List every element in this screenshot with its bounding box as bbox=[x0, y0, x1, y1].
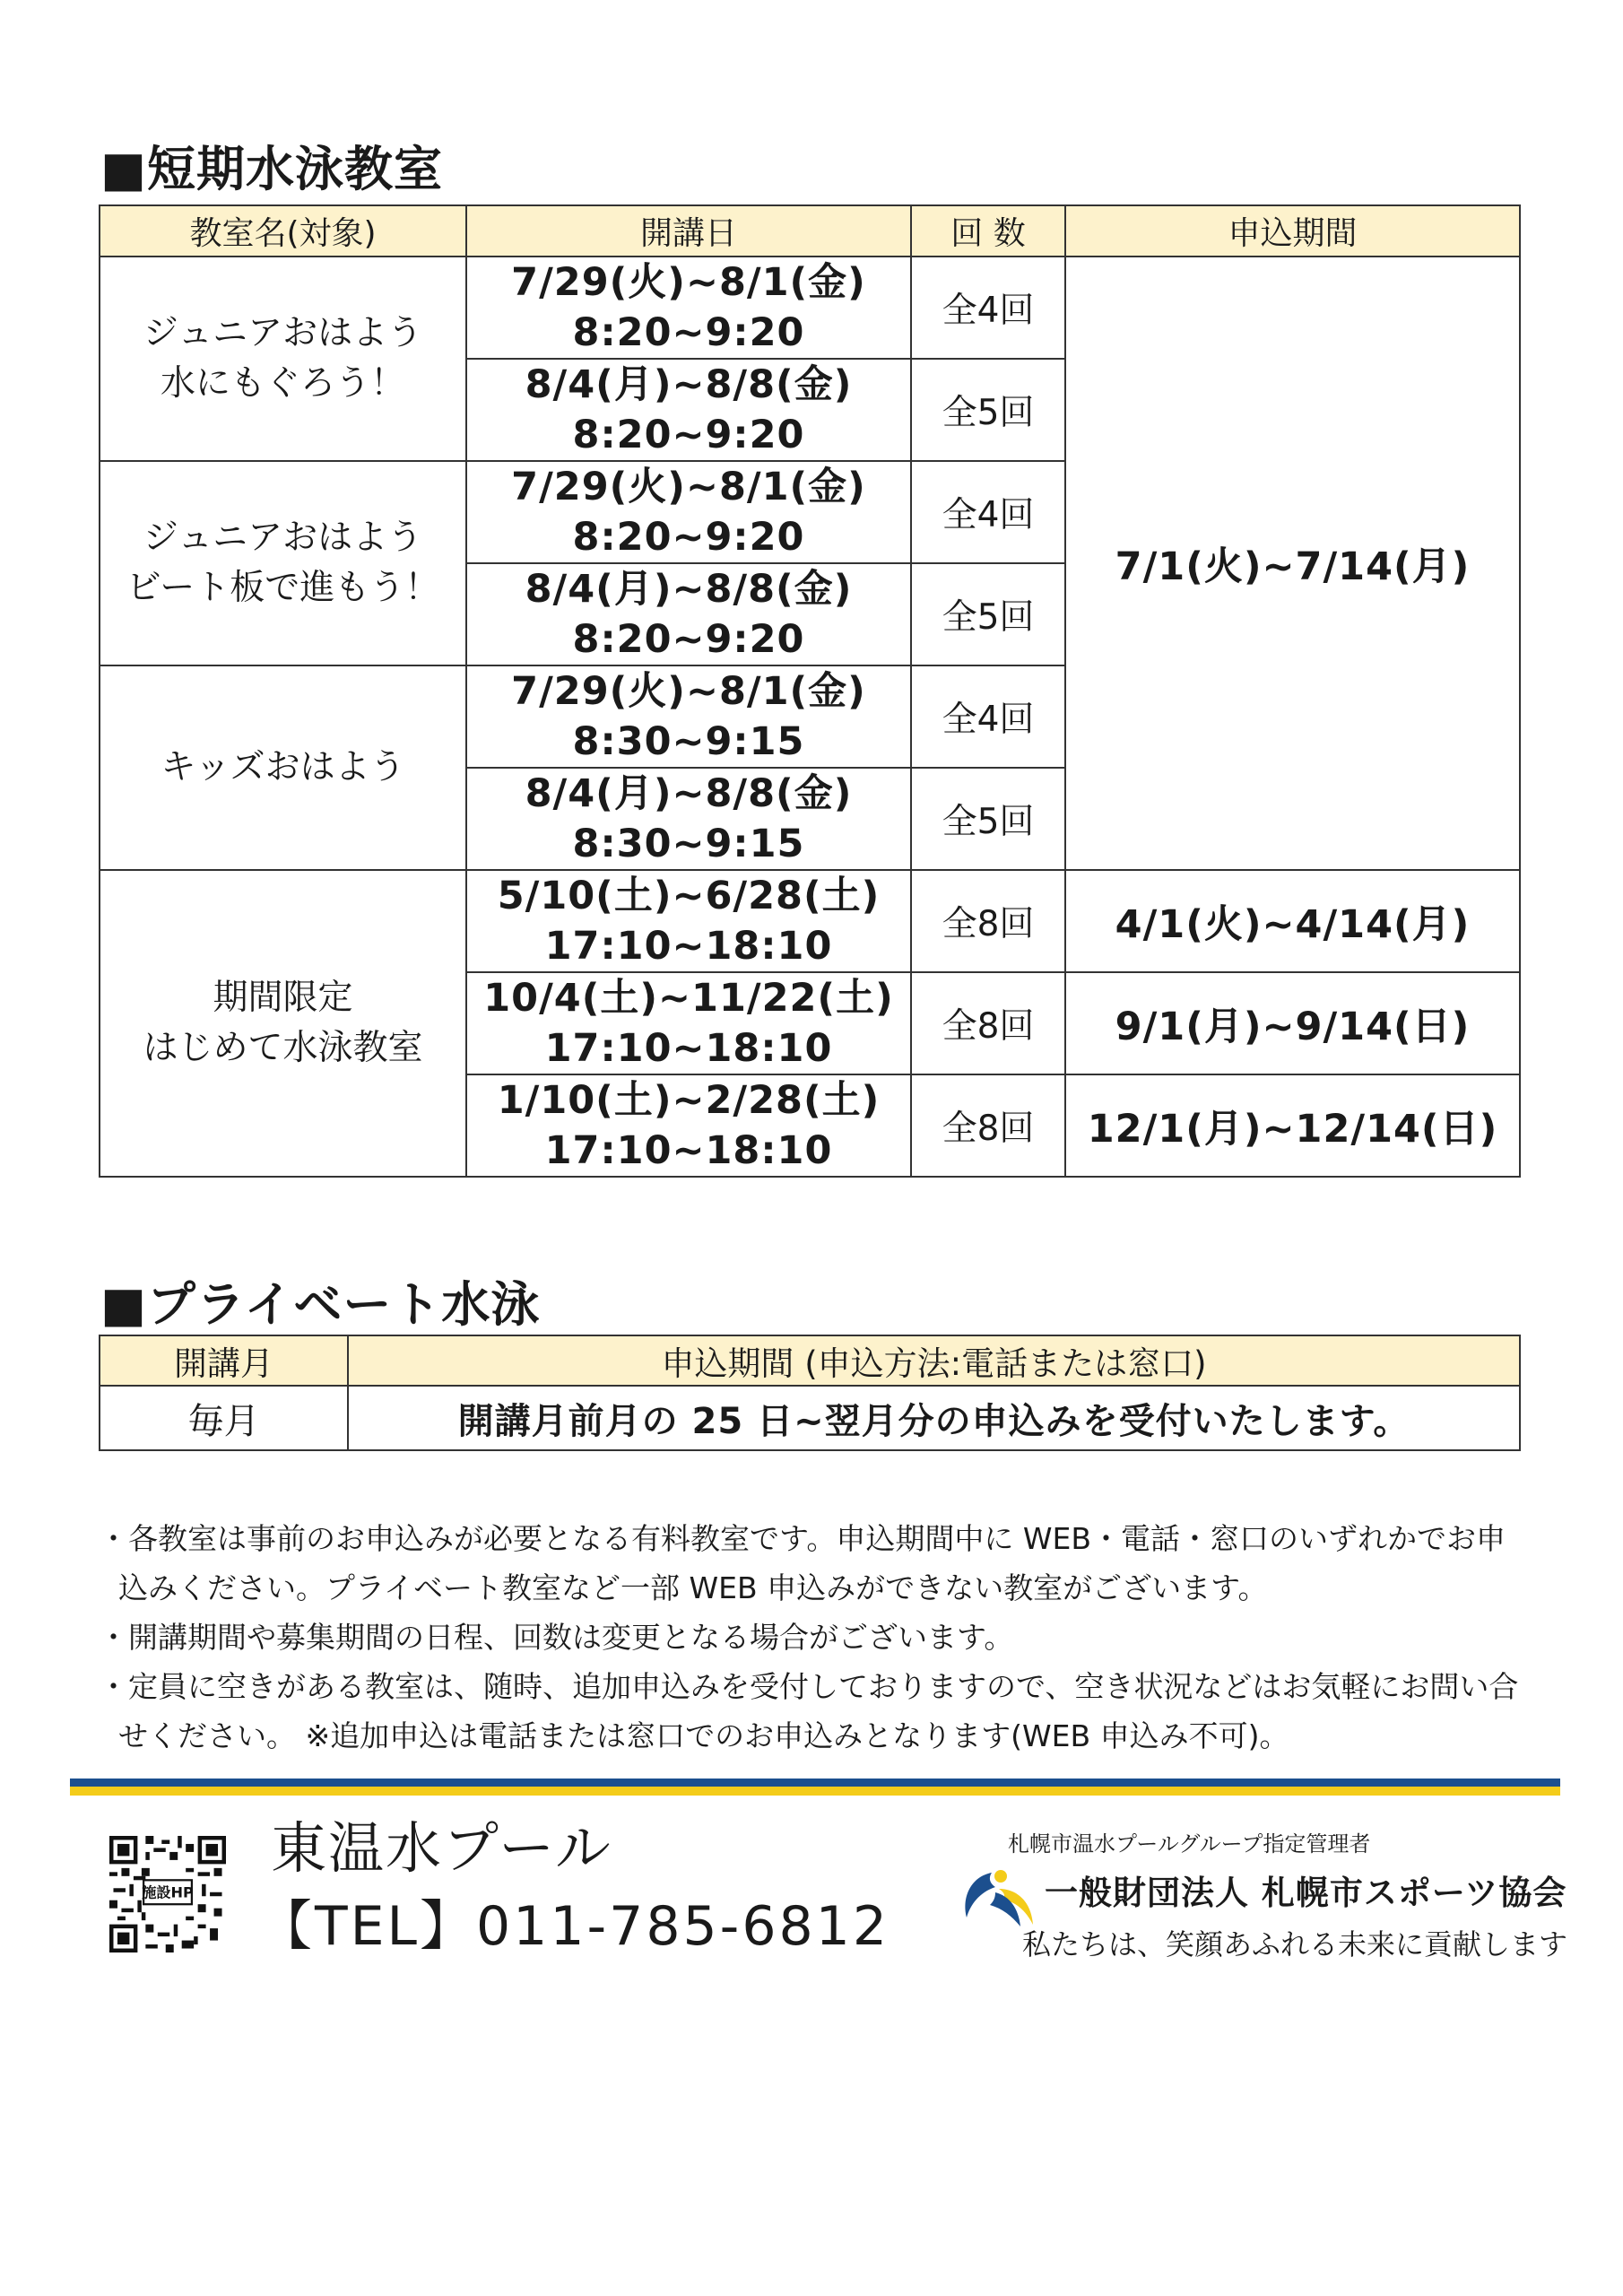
org-slogan: 私たちは、笑顔あふれる未来に貢献します bbox=[1022, 1927, 1568, 1961]
session-time: 8:20~9:20 bbox=[572, 310, 805, 355]
session-time: 8:30~9:15 bbox=[572, 719, 805, 764]
footer-divider-yellow bbox=[70, 1787, 1560, 1796]
session-dates-cell bbox=[466, 768, 911, 870]
session-dates-cell bbox=[466, 1074, 911, 1177]
session-date-range: 7/29(火)~8/1(金) bbox=[511, 669, 866, 714]
session-time: 17:10~18:10 bbox=[544, 1128, 833, 1173]
session-count-cell: 全4回 bbox=[911, 665, 1065, 768]
col-header-application-period: 申込期間 bbox=[1065, 205, 1520, 257]
session-time: 17:10~18:10 bbox=[544, 1026, 833, 1071]
application-period-cell: 9/1(月)~9/14(日) bbox=[1065, 972, 1520, 1074]
facility-name: 東温水プール bbox=[271, 1815, 612, 1881]
facility-phone: 【TEL】011-785-6812 bbox=[258, 1895, 890, 1958]
table-row bbox=[100, 257, 1520, 359]
session-time: 8:30~9:15 bbox=[572, 822, 805, 866]
session-count-cell: 全4回 bbox=[911, 257, 1065, 359]
short-term-heading: ■短期水泳教室 bbox=[100, 141, 444, 197]
session-count-cell: 全4回 bbox=[911, 461, 1065, 563]
session-count-cell: 全8回 bbox=[911, 870, 1065, 972]
session-dates-cell bbox=[466, 972, 911, 1074]
session-date-range: 7/29(火)~8/1(金) bbox=[511, 465, 866, 509]
short-term-schedule-table bbox=[99, 204, 1521, 1178]
session-date-range: 8/4(月)~8/8(金) bbox=[525, 771, 853, 816]
session-dates-cell bbox=[466, 359, 911, 461]
session-date-range: 8/4(月)~8/8(金) bbox=[525, 567, 853, 612]
qr-label: 施設HP bbox=[142, 1883, 194, 1901]
footer-divider-blue bbox=[70, 1779, 1560, 1787]
notes-list bbox=[99, 1514, 1524, 1761]
table-header-row bbox=[100, 1335, 1520, 1386]
class-name-line: ジュニアおはよう bbox=[143, 313, 423, 353]
session-time: 8:20~9:20 bbox=[572, 413, 805, 457]
private-lesson-heading: ■プライベート水泳 bbox=[100, 1276, 541, 1333]
class-name-line: 水にもぐろう！ bbox=[160, 363, 405, 404]
session-dates-cell bbox=[466, 257, 911, 359]
application-period-cell: 12/1(月)~12/14(日) bbox=[1065, 1074, 1520, 1177]
col-header-month: 開講月 bbox=[100, 1335, 348, 1386]
qr-code-icon[interactable] bbox=[109, 1836, 226, 1952]
class-name-cell bbox=[100, 257, 466, 461]
note-item: ・開講期間や募集期間の日程、回数は変更となる場合がございます。 bbox=[99, 1620, 1014, 1655]
session-dates-cell bbox=[466, 461, 911, 563]
shared-application-period-cell: 7/1(火)~7/14(月) bbox=[1065, 257, 1520, 870]
session-dates-cell bbox=[466, 563, 911, 665]
session-time: 8:20~9:20 bbox=[572, 617, 805, 662]
session-dates-cell bbox=[466, 870, 911, 972]
class-name-cell bbox=[100, 461, 466, 665]
class-name-line: 期間限定 bbox=[213, 978, 353, 1018]
col-header-dates: 開講日 bbox=[466, 205, 911, 257]
table-row bbox=[100, 870, 1520, 972]
note-item: ・各教室は事前のお申込みが必要となる有料教室です。申込期間中に WEB・電話・窓口のいずれかでお申込みください。プライベート教室など一部 WEB 申込みができない教室がございます。 bbox=[99, 1521, 1506, 1605]
session-count-cell: 全8回 bbox=[911, 1074, 1065, 1177]
session-date-range: 8/4(月)~8/8(金) bbox=[525, 362, 853, 407]
class-name-line: ジュニアおはよう bbox=[143, 517, 423, 558]
org-name: 一般財団法人 札幌市スポーツ協会 bbox=[1045, 1874, 1567, 1912]
month-cell: 毎月 bbox=[100, 1386, 348, 1450]
session-count-cell: 全5回 bbox=[911, 563, 1065, 665]
session-count-cell: 全5回 bbox=[911, 768, 1065, 870]
session-time: 17:10~18:10 bbox=[544, 924, 833, 969]
class-name-cell bbox=[100, 665, 466, 870]
session-date-range: 1/10(土)~2/28(土) bbox=[497, 1078, 881, 1123]
class-name-line: はじめて水泳教室 bbox=[143, 1028, 423, 1068]
session-date-range: 10/4(土)~11/22(土) bbox=[483, 976, 894, 1021]
session-time: 8:20~9:20 bbox=[572, 515, 805, 560]
application-period-cell: 4/1(火)~4/14(月) bbox=[1065, 870, 1520, 972]
col-header-count: 回 数 bbox=[911, 205, 1065, 257]
session-date-range: 5/10(土)~6/28(土) bbox=[497, 874, 881, 918]
note-item: ・定員に空きがある教室は、随時、追加申込みを受付しておりますので、空き状況などはお気軽にお問い合せください。 ※追加申込は電話または窓口でのお申込みとなります(WEB 申込み不可)。 bbox=[99, 1669, 1519, 1753]
org-caption: 札幌市温水プールグループ指定管理者 bbox=[1008, 1831, 1371, 1857]
application-period-cell: 開講月前月の 25 日~翌月分の申込みを受付いたします。 bbox=[348, 1386, 1520, 1450]
session-count-cell: 全5回 bbox=[911, 359, 1065, 461]
session-dates-cell bbox=[466, 665, 911, 768]
session-count-cell: 全8回 bbox=[911, 972, 1065, 1074]
class-name-line: ビート板で進もう！ bbox=[126, 568, 440, 608]
class-name-line: キッズおはよう bbox=[161, 747, 405, 787]
table-row bbox=[100, 1386, 1520, 1450]
private-lesson-table bbox=[99, 1335, 1521, 1451]
col-header-application-period: 申込期間 (申込方法:電話または窓口) bbox=[348, 1335, 1520, 1386]
class-name-cell bbox=[100, 870, 466, 1177]
col-header-class-name: 教室名(対象) bbox=[100, 205, 466, 257]
table-header-row bbox=[100, 205, 1520, 257]
session-date-range: 7/29(火)~8/1(金) bbox=[511, 260, 866, 305]
sports-association-logo-icon bbox=[956, 1866, 1037, 1932]
